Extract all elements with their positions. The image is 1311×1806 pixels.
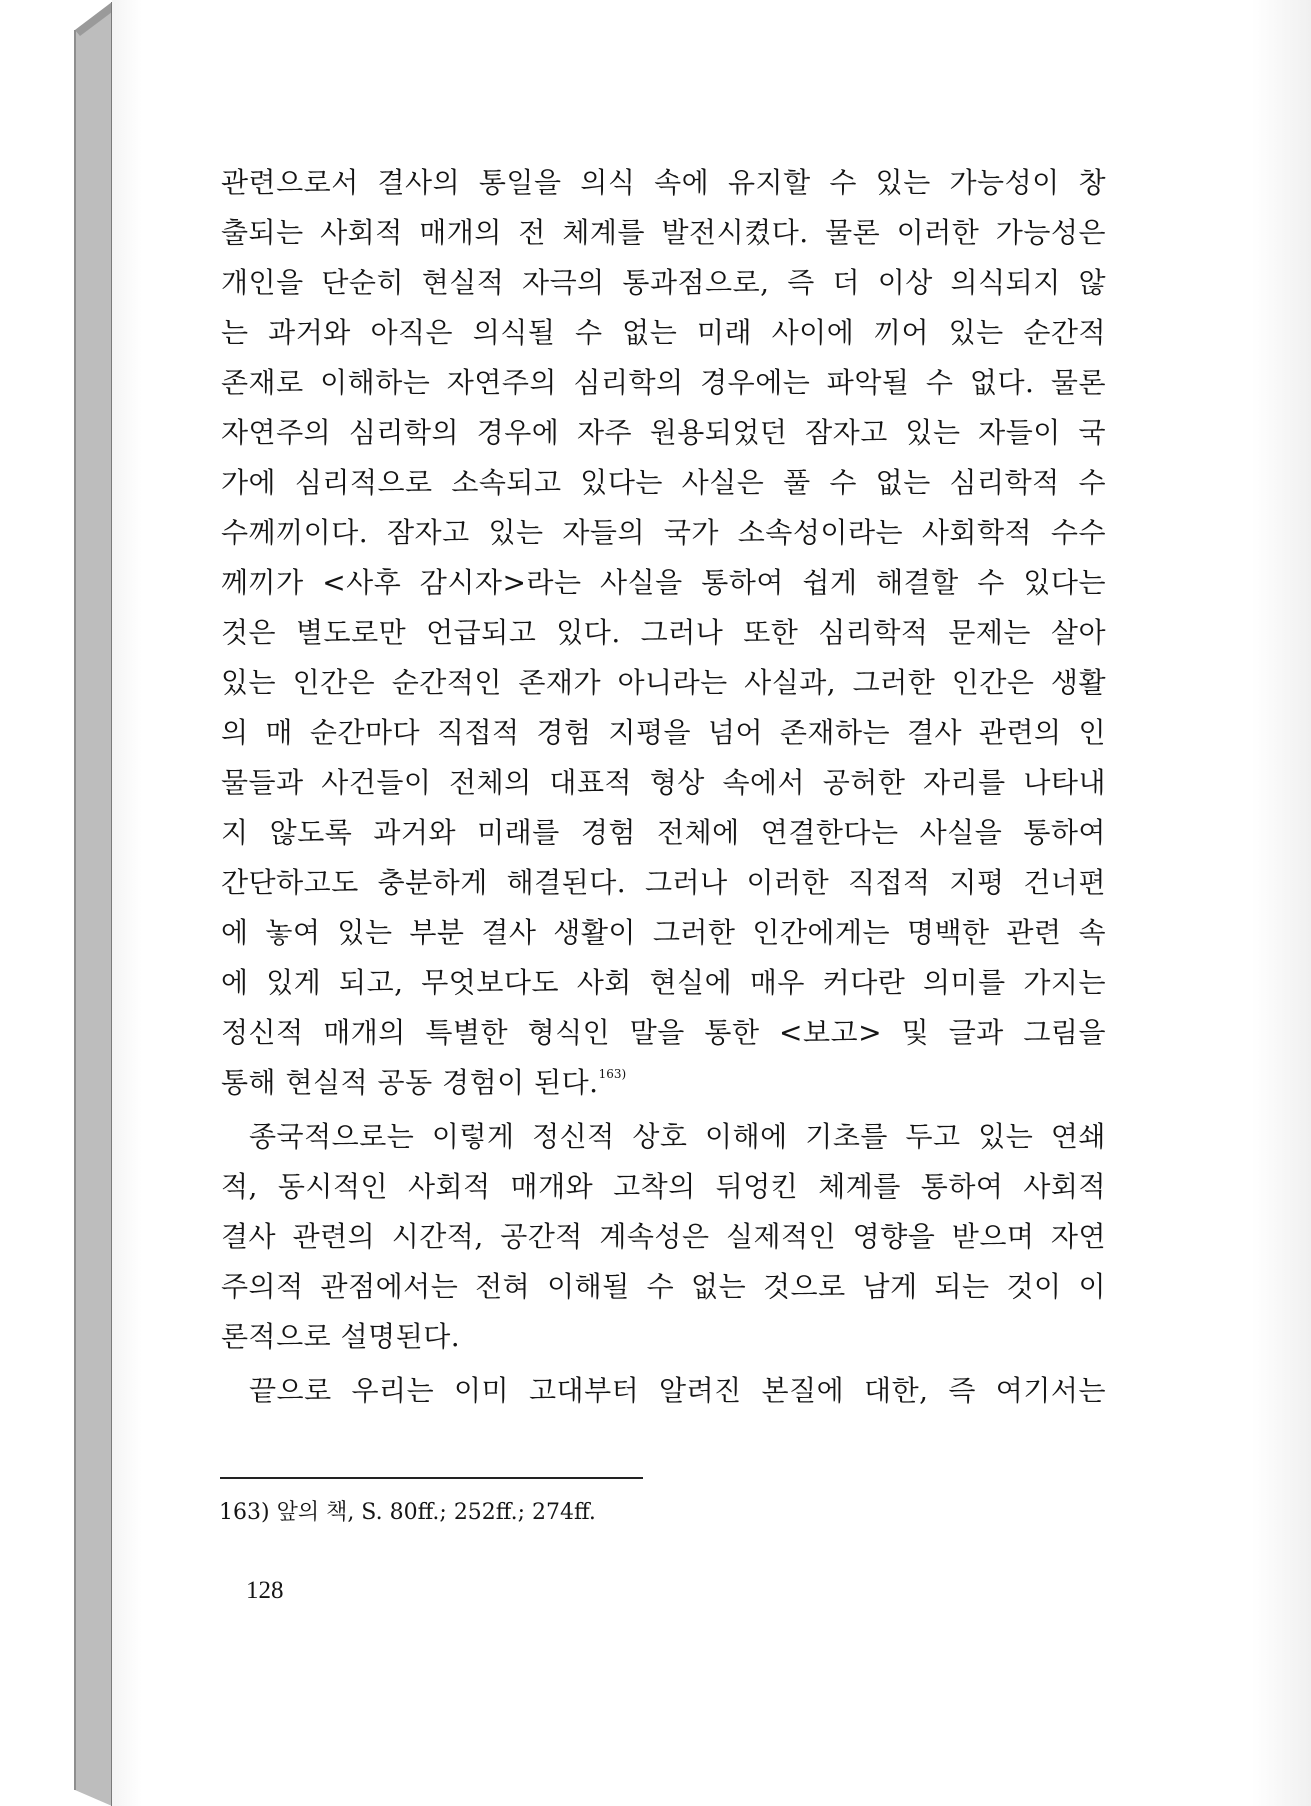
book-spine — [0, 0, 115, 1806]
text-line: 적, 동시적인 사회적 매개와 고착의 뒤엉킨 체계를 통하여 사회적 — [221, 1170, 1106, 1203]
text-line: 주의적 관점에서는 전혀 이해될 수 없는 것으로 남게 되는 것이 이 — [221, 1270, 1106, 1303]
footnote: 163) 앞의 책, S. 80ff.; 252ff.; 274ff. — [219, 1500, 596, 1525]
text-line: 자연주의 심리학의 경우에 자주 원용되었던 잠자고 있는 자들이 국 — [221, 416, 1106, 449]
text-line: 끝으로 우리는 이미 고대부터 알려진 본질에 대한, 즉 여기서는 — [249, 1374, 1106, 1407]
text-line: 론적으로 설명된다. — [221, 1320, 461, 1353]
page-number: 128 — [246, 1577, 284, 1604]
text-line: 는 과거와 아직은 의식될 수 없는 미래 사이에 끼어 있는 순간적 — [221, 316, 1106, 349]
footnote-divider — [220, 1477, 643, 1479]
text-line: 것은 별도로만 언급되고 있다. 그러나 또한 심리학적 문제는 살아 — [221, 616, 1106, 649]
text-line: 결사 관련의 시간적, 공간적 계속성은 실제적인 영향을 받으며 자연 — [221, 1220, 1106, 1253]
text-line: 종국적으로는 이렇게 정신적 상호 이해에 기초를 두고 있는 연쇄 — [249, 1120, 1106, 1153]
text-line: 께끼가 <사후 감시자>라는 사실을 통하여 쉽게 해결할 수 있다는 — [221, 566, 1106, 599]
text-line: 지 않도록 과거와 미래를 경험 전체에 연결한다는 사실을 통하여 — [221, 816, 1106, 849]
footnote-reference: 163) — [598, 1067, 627, 1081]
text-line: 출되는 사회적 매개의 전 체계를 발전시켰다. 물론 이러한 가능성은 — [221, 216, 1106, 249]
body-text — [221, 158, 1106, 1416]
text-line: 개인을 단순히 현실적 자극의 통과점으로, 즉 더 이상 의식되지 않 — [221, 266, 1106, 299]
text-line: 간단하고도 충분하게 해결된다. 그러나 이러한 직접적 지평 건너편 — [221, 866, 1106, 899]
text-line: 에 놓여 있는 부분 결사 생활이 그러한 인간에게는 명백한 관련 속 — [221, 916, 1106, 949]
text-line-content: 통해 현실적 공동 경험이 된다. — [221, 1066, 599, 1099]
text-line: 존재로 이해하는 자연주의 심리학의 경우에는 파악될 수 없다. 물론 — [221, 366, 1106, 399]
text-line: 정신적 매개의 특별한 형식인 말을 통한 <보고> 및 글과 그림을 — [221, 1016, 1106, 1049]
text-line: 있는 인간은 순간적인 존재가 아니라는 사실과, 그러한 인간은 생활 — [221, 666, 1106, 699]
text-line: 수께끼이다. 잠자고 있는 자들의 국가 소속성이라는 사회학적 수수 — [221, 516, 1106, 549]
text-line-with-footnote-ref — [221, 1058, 1106, 1108]
text-line: 의 매 순간마다 직접적 경험 지평을 넘어 존재하는 결사 관련의 인 — [221, 716, 1106, 749]
text-line: 가에 심리적으로 소속되고 있다는 사실은 풀 수 없는 심리학적 수 — [221, 466, 1106, 499]
text-line: 에 있게 되고, 무엇보다도 사회 현실에 매우 커다란 의미를 가지는 — [221, 966, 1106, 999]
text-line: 관련으로서 결사의 통일을 의식 속에 유지할 수 있는 가능성이 창 — [221, 166, 1106, 199]
text-line: 물들과 사건들이 전체의 대표적 형상 속에서 공허한 자리를 나타내 — [221, 766, 1106, 799]
